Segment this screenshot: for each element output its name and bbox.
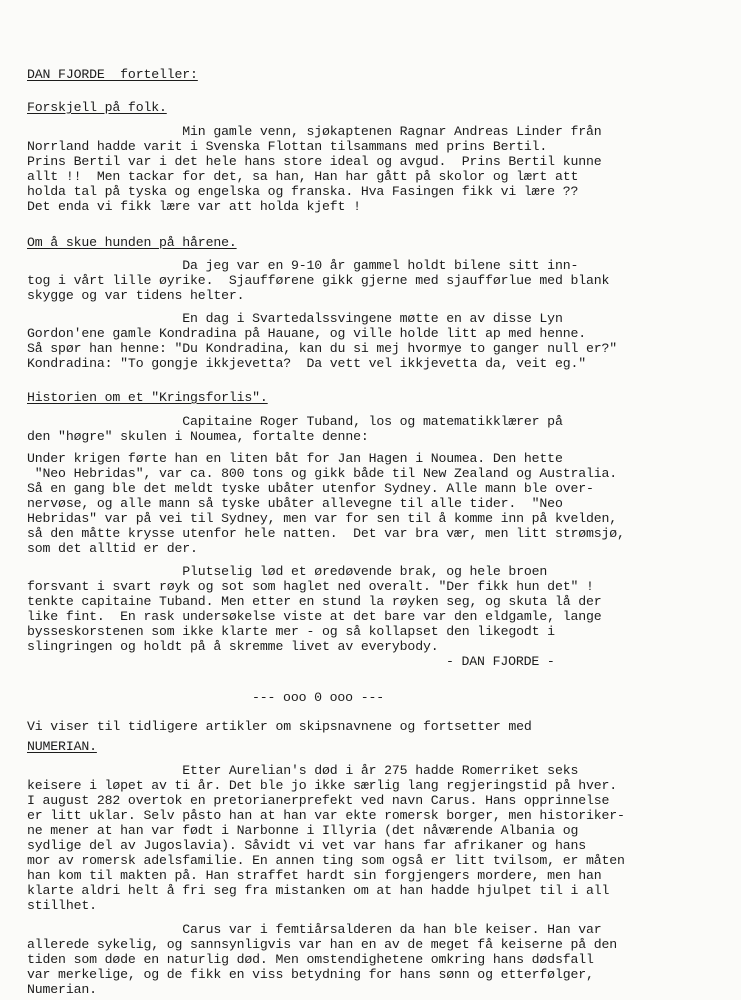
text-line: Carus var i femtiårsalderen da han ble keiser. Han var xyxy=(27,922,602,937)
text-line: Så spør han henne: "Du Kondradina, kan du si mej hvormye to ganger null er?" xyxy=(27,341,618,356)
section-heading-hunden: Om å skue hunden på hårene. xyxy=(27,235,237,250)
text-line: En dag i Svartedalssvingene møtte en av disse Lyn xyxy=(27,311,563,326)
text-line: forsvant i svart røyk og sot som haglet ned overalt. "Der fikk hun det" ! xyxy=(27,579,594,594)
text-line: stillhet. xyxy=(27,898,97,913)
document-title: DAN FJORDE forteller: xyxy=(27,67,198,82)
text-line: Plutselig lød et øredøvende brak, og hele broen xyxy=(27,564,548,579)
section-heading-forskjell: Forskjell på folk. xyxy=(27,100,167,115)
text-line: slingringen og holdt på å skremme livet av everybody. xyxy=(27,639,439,654)
text-line: ne mener at han var født i Narbonne i Illyria (det nåværende Albania og xyxy=(27,823,579,838)
text-line: Capitaine Roger Tuband, los og matematikklærer på xyxy=(27,414,563,429)
text-line: Hebridas" var på vei til Sydney, men var for sen til å komme inn på kvelden, xyxy=(27,511,618,526)
text-line: I august 282 overtok en pretorianerprefekt ved navn Carus. Hans opprinnelse xyxy=(27,793,610,808)
text-line: den "høgre" skulen i Noumea, fortalte denne: xyxy=(27,429,369,444)
text-line: Norrland hadde varit i Svenska Flottan tilsammans med prins Bertil. xyxy=(27,139,548,154)
text-line: klarte aldri helt å fri seg fra mistanken om at han hadde hjulpet til i all xyxy=(27,883,610,898)
text-line: allerede sykelig, og sannsynligvis var han en av de meget få keiserne på den xyxy=(27,937,618,952)
text-line: er litt uklar. Selv påsto han at han var ekte romersk borger, men historiker- xyxy=(27,808,625,823)
text-line: Vi viser til tidligere artikler om skipsnavnene og fortsetter med xyxy=(27,719,532,734)
text-line: som det alltid er der. xyxy=(27,541,198,556)
text-line: nervøse, og alle mann så tyske ubåter allevegne til alle tider. "Neo xyxy=(27,496,563,511)
text-line: holda tal på tyska og engelska og franska. Hva Fasingen fikk vi lære ?? xyxy=(27,184,579,199)
text-line: sydlige del av Jugoslavia). Såvidt vi vet var hans far afrikaner og hans xyxy=(27,838,586,853)
text-line: Kondradina: "To gongje ikkjevetta? Da vett vel ikkjevetta da, veit eg." xyxy=(27,356,586,371)
text-line: Numerian. xyxy=(27,982,97,997)
text-line: Da jeg var en 9-10 år gammel holdt bilene sitt inn- xyxy=(27,258,579,273)
text-line: Etter Aurelian's død i år 275 hadde Romerriket seks xyxy=(27,763,579,778)
text-line: tenkte capitaine Tuband. Men etter en stund la røyken seg, og skuta lå der xyxy=(27,594,602,609)
text-line: så den måtte krysse utenfor hele natten. Det var bra vær, men litt strømsjø, xyxy=(27,526,625,541)
text-line: Min gamle venn, sjøkaptenen Ragnar Andreas Linder från xyxy=(27,124,602,139)
text-line: allt !! Men tackar for det, sa han, Han har gått på skolor og lært att xyxy=(27,169,579,184)
text-line: Det enda vi fikk lære var att holda kjeft ! xyxy=(27,199,361,214)
text-line: bysseskorstenen som ikke klarte mer - og så kollapset den likegodt i xyxy=(27,624,555,639)
text-line: han kom til makten på. Han straffet hardt sin forgjengers mordere, men han xyxy=(27,868,602,883)
text-line: Så en gang ble det meldt tyske ubåter utenfor Sydney. Alle mann ble over- xyxy=(27,481,594,496)
section-heading-numerian: NUMERIAN. xyxy=(27,739,97,754)
text-line: var merkelige, og de fikk en viss betydning for hans sønn og etterfølger, xyxy=(27,967,594,982)
text-line: tiden som døde en naturlig død. Men omstendighetene omkring hans dødsfall xyxy=(27,952,594,967)
text-line: Prins Bertil var i det hele hans store ideal og avgud. Prins Bertil kunne xyxy=(27,154,602,169)
signature: - DAN FJORDE - xyxy=(446,654,555,669)
text-line: Gordon'ene gamle Kondradina på Hauane, og ville holde litt ap med henne. xyxy=(27,326,586,341)
text-line: skygge og var tidens helter. xyxy=(27,288,245,303)
section-divider: --- ooo 0 ooo --- xyxy=(252,690,384,705)
section-heading-kringsforlis: Historien om et "Kringsforlis". xyxy=(27,390,268,405)
text-line: tog i vårt lille øyrike. Sjaufførene gikk gjerne med sjaufførlue med blank xyxy=(27,273,610,288)
text-line: "Neo Hebridas", var ca. 800 tons og gikk både til New Zealand og Australia. xyxy=(27,466,618,481)
text-line: Under krigen førte han en liten båt for Jan Hagen i Noumea. Den hette xyxy=(27,451,563,466)
text-line: mor av romersk adelsfamilie. En annen ting som også er litt tvilsom, er måten xyxy=(27,853,625,868)
text-line: keisere i løpet av ti år. Det ble jo ikke særlig lang regjeringstid på hver. xyxy=(27,778,618,793)
text-line: like fint. En rask undersøkelse viste at det bare var den eldgamle, lange xyxy=(27,609,602,624)
